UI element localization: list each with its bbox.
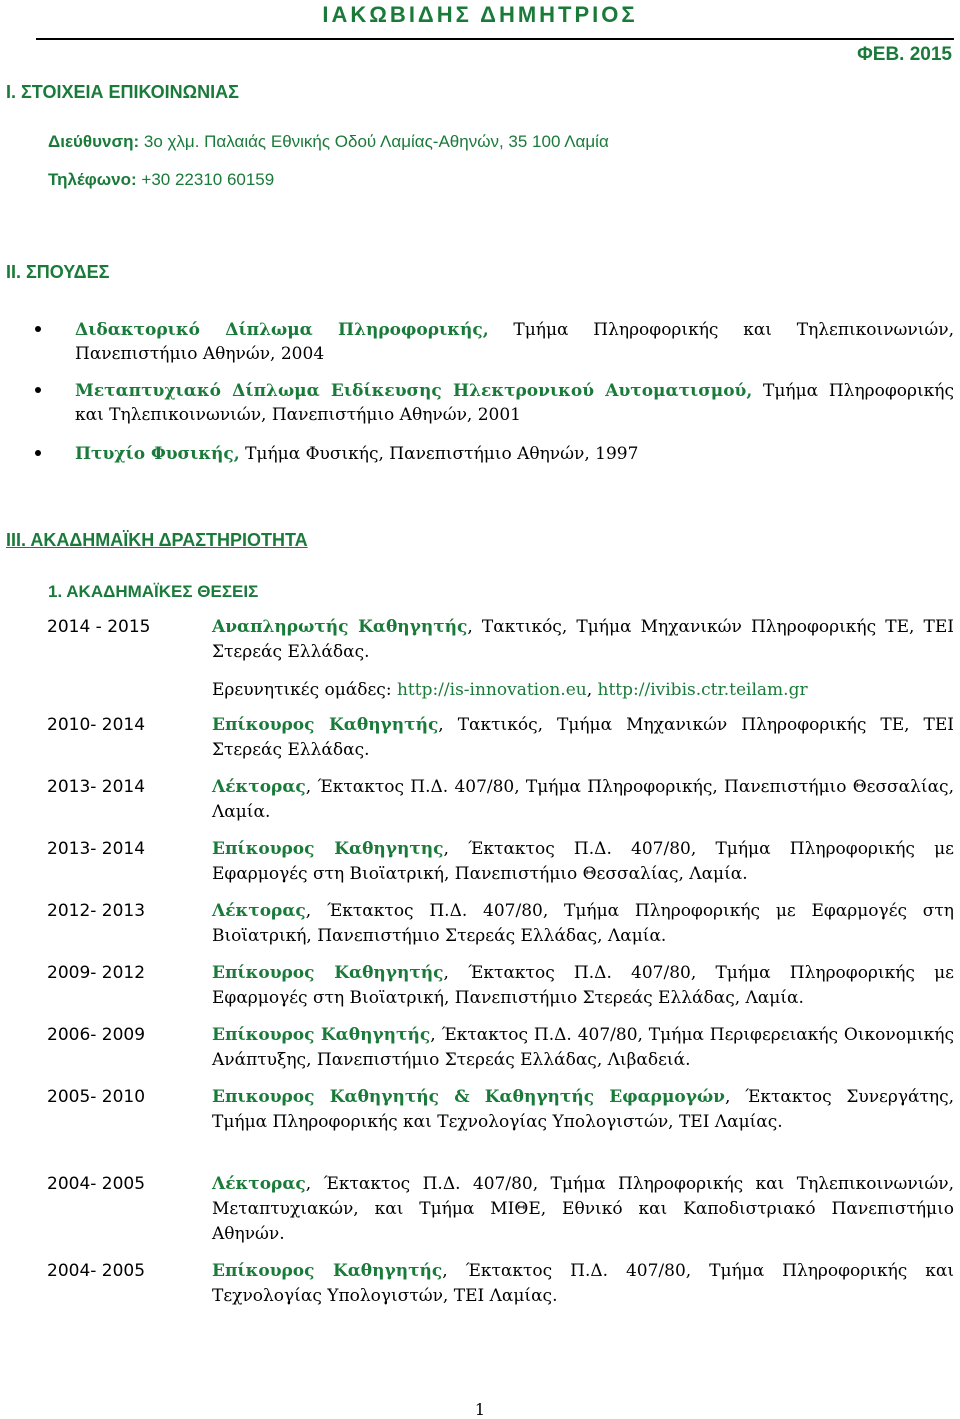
- research-separator: ,: [586, 680, 598, 700]
- position-years: 2012- 2013: [47, 901, 146, 921]
- research-link[interactable]: http://is-innovation.eu: [396, 680, 587, 700]
- position-detail: , Έκτακτος Π.Δ. 407/80, Τμήμα Πληροφορικής με Εφαρμογές στη Βιοϊατρική, Πανεπιστήμιο Στερεάς Ελλάδας, Λαμία.: [212, 901, 954, 946]
- position-entry: [212, 899, 954, 949]
- document-title: ΙΑΚΩΒΙΔΗΣ ΔΗΜΗΤΡΙΟΣ: [322, 2, 638, 27]
- bullet-icon: [35, 387, 41, 393]
- document-date: ΦΕΒ. 2015: [857, 44, 952, 65]
- address-label: Διεύθυνση:: [48, 132, 140, 151]
- address-value: 3ο χλμ. Παλαιάς Εθνικής Οδού Λαμίας-Αθηνών, 35 100 Λαμία: [143, 132, 609, 151]
- bullet-icon: [35, 450, 41, 456]
- position-years: 2014 - 2015: [47, 617, 151, 637]
- page-number: 1: [474, 1400, 486, 1419]
- position-title: Επικουρος Καθηγητής & Καθηγητής Εφαρμογών: [212, 1087, 725, 1107]
- position-detail: , Τακτικός, Τμήμα Μηχανικών Πληροφορικής ΤΕ, ΤΕΙ Στερεάς Ελλάδας.: [212, 715, 954, 760]
- position-entry: [212, 713, 954, 763]
- position-years: 2009- 2012: [47, 963, 146, 983]
- position-title: Επίκουρος Καθηγητής: [212, 963, 444, 983]
- position-entry: [212, 615, 954, 665]
- study-degree: Διδακτορικό Δίπλωμα Πληροφορικής,: [75, 320, 489, 340]
- position-years: 2013- 2014: [47, 839, 146, 859]
- phone-value: +30 22310 60159: [141, 170, 275, 189]
- position-years: 2004- 2005: [47, 1261, 146, 1281]
- phone-label: Τηλέφωνο:: [48, 170, 137, 189]
- position-title: Λέκτορας: [212, 777, 306, 797]
- research-groups: [212, 678, 954, 703]
- study-item: [75, 318, 954, 366]
- position-detail: , Έκτακτος Π.Δ. 407/80, Τμήμα Πληροφορικής, Πανεπιστήμιο Θεσσαλίας, Λαμία.: [212, 777, 954, 822]
- position-detail: , Έκτακτος Συνεργάτης, Τμήμα Πληροφορικής και Τεχνολογίας Υπολογιστών, ΤΕΙ Λαμίας.: [212, 1087, 954, 1132]
- position-detail: , Έκτακτος Π.Δ. 407/80, Τμήμα Πληροφορικής και Τηλεπικοινωνιών, Μεταπτυχιακών, και Τμήμα ΜΙΘΕ, Εθνικό και Καποδιστριακό Πανεπιστήμιο Αθηνών.: [212, 1174, 954, 1244]
- positions-heading: 1. ΑΚΑΔΗΜΑΪΚΕΣ ΘΕΣΕΙΣ: [48, 582, 259, 601]
- position-detail: , Έκτακτος Π.Δ. 407/80, Τμήμα Πληροφορικής με Εφαρμογές στη Βιοϊατρική, Πανεπιστήμιο Θεσσαλίας, Λαμία.: [212, 839, 954, 884]
- position-entry: [212, 837, 954, 887]
- study-detail: Τμήμα Φυσικής, Πανεπιστήμιο Αθηνών, 1997: [239, 444, 639, 464]
- position-entry: [212, 961, 954, 1011]
- position-entry: [212, 1259, 954, 1309]
- research-link[interactable]: http://ivibis.ctr.teilam.gr: [597, 680, 808, 700]
- study-degree: Μεταπτυχιακό Δίπλωμα Ειδίκευσης Ηλεκτρονικού Αυτοματισμού,: [75, 381, 753, 401]
- position-years: 2004- 2005: [47, 1174, 146, 1194]
- position-detail: , Έκτακτος Π.Δ. 407/80, Τμήμα Πληροφορικής και Τεχνολογίας Υπολογιστών, ΤΕΙ Λαμίας.: [212, 1261, 954, 1306]
- position-title: Επίκουρος Καθηγητής: [212, 715, 439, 735]
- position-title: Λέκτορας: [212, 1174, 306, 1194]
- position-detail: , Έκτακτος Π.Δ. 407/80, Τμήμα Περιφερειακής Οικονομικής Ανάπτυξης, Πανεπιστήμιο Στερεάς Ελλάδας, Λιβαδειά.: [212, 1025, 954, 1070]
- address-line: [48, 132, 609, 152]
- study-detail: Τμήμα Πληροφορικής και Τηλεπικοινωνιών, Πανεπιστήμιο Αθηνών, 2004: [75, 320, 954, 364]
- studies-heading: ΙΙ. ΣΠΟΥΔΕΣ: [6, 262, 110, 282]
- position-title: Επίκουρος Καθηγητής: [212, 1261, 443, 1281]
- position-years: 2013- 2014: [47, 777, 146, 797]
- phone-line: [48, 170, 274, 190]
- study-detail: Τμήμα Πληροφορικής και Τηλεπικοινωνιών, Πανεπιστήμιο Αθηνών, 2001: [75, 381, 954, 425]
- position-years: 2010- 2014: [47, 715, 146, 735]
- header-rule: [36, 38, 954, 40]
- position-title: Επίκουρος Καθηγητης: [212, 839, 444, 859]
- bullet-icon: [35, 326, 41, 332]
- position-detail: , Τακτικός, Τμήμα Μηχανικών Πληροφορικής ΤΕ, ΤΕΙ Στερεάς Ελλάδας.: [212, 617, 955, 662]
- position-title: Λέκτορας: [212, 901, 306, 921]
- position-entry: [212, 1085, 954, 1135]
- research-label: Ερευνητικές ομάδες:: [212, 680, 397, 700]
- study-degree: Πτυχίο Φυσικής,: [75, 444, 240, 464]
- position-years: 2006- 2009: [47, 1025, 146, 1045]
- position-title: Αναπληρωτής Καθηγητής: [212, 617, 468, 637]
- study-item: [75, 442, 954, 466]
- position-years: 2005- 2010: [47, 1087, 146, 1107]
- position-title: Επίκουρος Καθηγητής: [212, 1025, 431, 1045]
- position-detail: , Έκτακτος Π.Δ. 407/80, Τμήμα Πληροφορικής με Εφαρμογές στη Βιοϊατρική, Πανεπιστήμιο Στερεάς Ελλάδας, Λαμία.: [212, 963, 954, 1008]
- academic-heading: ΙΙΙ. ΑΚΑΔΗΜΑΪΚΗ ΔΡΑΣΤΗΡΙΟΤΗΤΑ: [6, 530, 308, 550]
- position-entry: [212, 1023, 954, 1073]
- position-entry: [212, 1172, 954, 1247]
- position-entry: [212, 775, 954, 825]
- study-item: [75, 379, 954, 427]
- contact-heading: Ι. ΣΤΟΙΧΕΙΑ ΕΠΙΚΟΙΝΩΝΙΑΣ: [6, 82, 239, 102]
